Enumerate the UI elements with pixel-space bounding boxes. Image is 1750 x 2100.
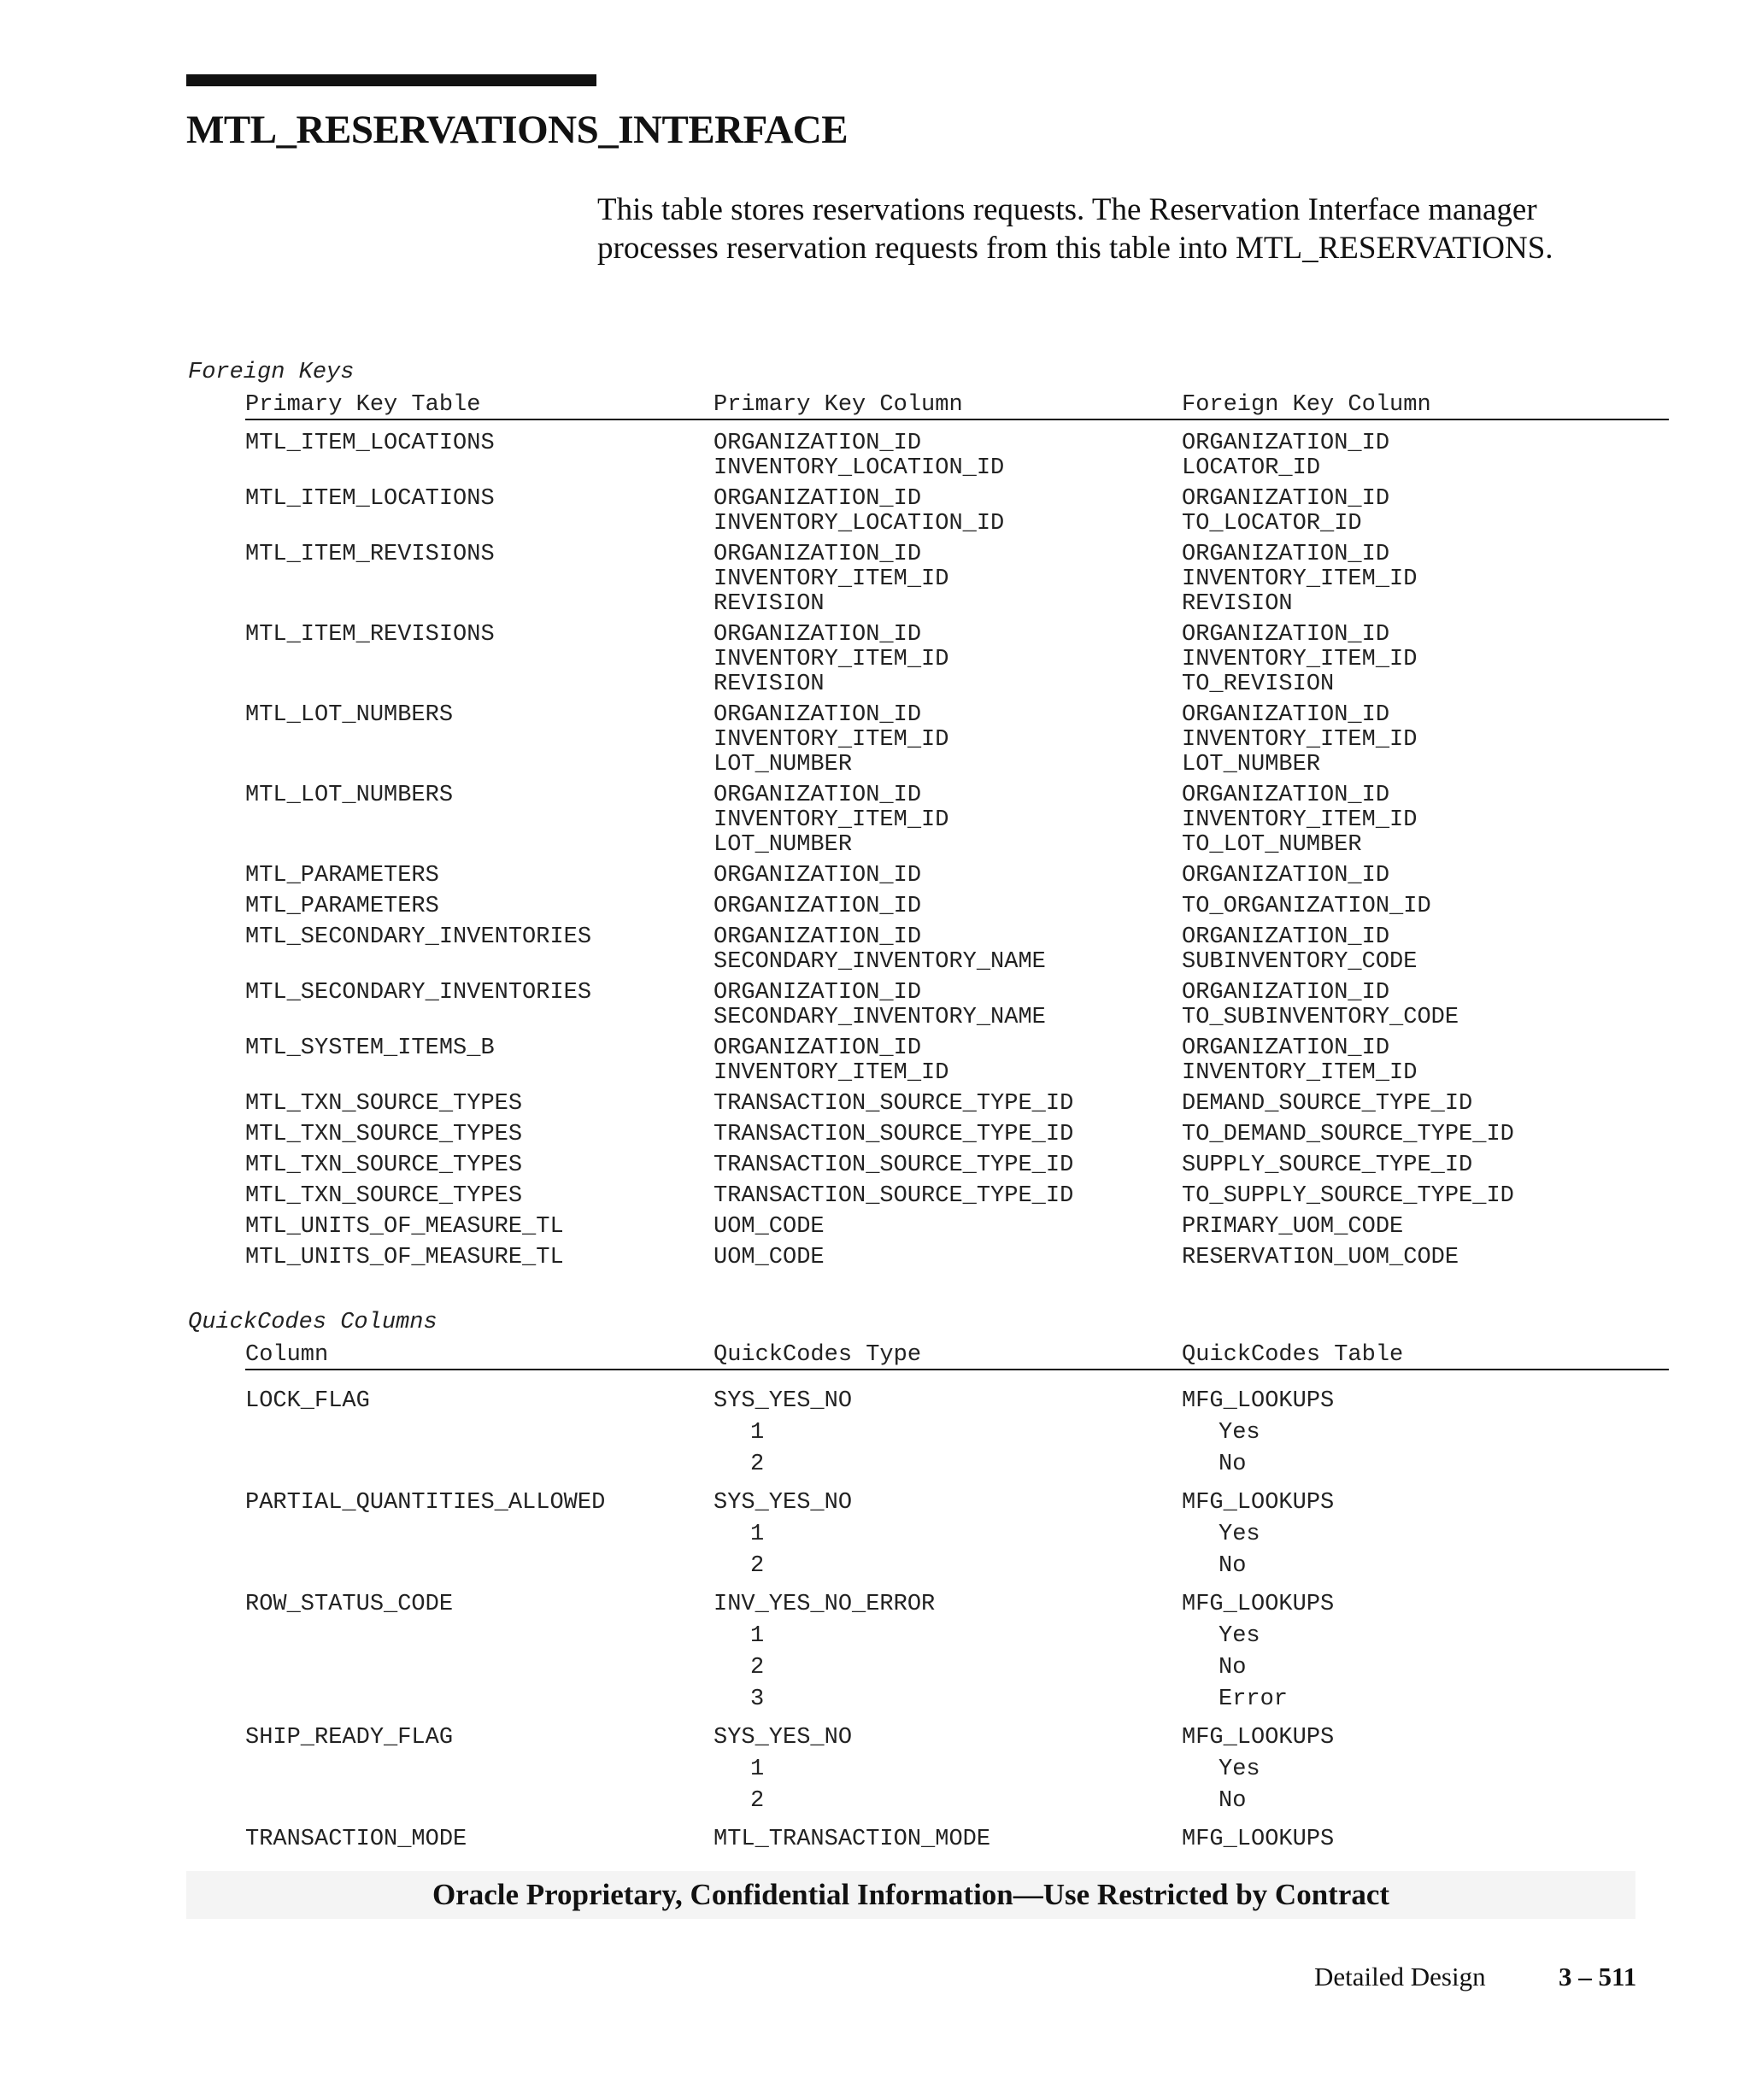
primary-key-column-value: INVENTORY_ITEM_ID	[714, 807, 949, 833]
table-row	[0, 783, 1750, 858]
primary-key-column-cell	[714, 1215, 825, 1240]
primary-key-column-cell	[714, 1153, 1073, 1178]
primary-key-table-cell: MTL_UNITS_OF_MEASURE_TL	[245, 1245, 564, 1270]
quickcodes-table-cell	[1182, 1824, 1334, 1856]
foreign-key-column-value: SUPPLY_SOURCE_TYPE_ID	[1182, 1153, 1473, 1178]
primary-key-table-cell: MTL_TXN_SOURCE_TYPES	[245, 1183, 523, 1209]
table-row	[0, 981, 1750, 1030]
primary-key-column-value: ORGANIZATION_ID	[714, 783, 922, 808]
primary-key-column-cell	[714, 864, 921, 889]
header-primary-key-column: Primary Key Column	[714, 392, 963, 418]
foreign-key-column-value: ORGANIZATION_ID	[1182, 486, 1390, 512]
table-row	[0, 1722, 1750, 1817]
quickcode-meaning: No	[1219, 1655, 1247, 1681]
primary-key-table-cell: MTL_LOT_NUMBERS	[245, 783, 454, 808]
foreign-key-column-value: ORGANIZATION_ID	[1182, 542, 1390, 567]
quickcodes-table-name: MFG_LOOKUPS	[1182, 1725, 1335, 1751]
primary-key-column-cell	[714, 1123, 1073, 1147]
primary-key-table-cell: MTL_SYSTEM_ITEMS_B	[245, 1035, 495, 1061]
primary-key-column-cell	[714, 1246, 825, 1270]
quickcode-value: 2	[750, 1655, 765, 1681]
table-row	[0, 925, 1750, 975]
foreign-key-column-cell	[1182, 1215, 1403, 1240]
foreign-key-column-value: ORGANIZATION_ID	[1182, 863, 1390, 889]
foreign-key-column-cell	[1182, 703, 1417, 777]
header-primary-key-table: Primary Key Table	[245, 392, 481, 418]
primary-key-column-value: ORGANIZATION_ID	[714, 980, 922, 1006]
table-row	[0, 487, 1750, 537]
quickcodes-type-name: MTL_TRANSACTION_MODE	[714, 1827, 991, 1852]
top-rule	[186, 74, 596, 86]
primary-key-column-value: SECONDARY_INVENTORY_NAME	[714, 1005, 1046, 1030]
quickcodes-column-cell: SHIP_READY_FLAG	[245, 1725, 454, 1751]
foreign-keys-label: Foreign Keys	[188, 360, 355, 385]
primary-key-column-value: ORGANIZATION_ID	[714, 894, 922, 919]
quickcodes-column-cell: TRANSACTION_MODE	[245, 1827, 467, 1852]
table-row	[0, 1036, 1750, 1086]
primary-key-column-value: INVENTORY_ITEM_ID	[714, 647, 949, 672]
primary-key-column-value: TRANSACTION_SOURCE_TYPE_ID	[714, 1153, 1074, 1178]
foreign-key-column-value: ORGANIZATION_ID	[1182, 924, 1390, 950]
primary-key-column-cell	[714, 925, 1046, 975]
foreign-key-column-cell	[1182, 487, 1389, 537]
quickcode-meaning: No	[1219, 1553, 1247, 1579]
foreign-key-column-value: PRIMARY_UOM_CODE	[1182, 1214, 1404, 1240]
primary-key-column-value: ORGANIZATION_ID	[714, 924, 922, 950]
quickcodes-column-cell: LOCK_FLAG	[245, 1388, 370, 1414]
quickcodes-table-name: MFG_LOOKUPS	[1182, 1490, 1335, 1516]
foreign-key-column-cell	[1182, 1153, 1472, 1178]
foreign-key-column-value: ORGANIZATION_ID	[1182, 702, 1390, 728]
primary-key-column-value: UOM_CODE	[714, 1214, 825, 1240]
quickcode-meaning: No	[1219, 1788, 1247, 1814]
primary-key-column-cell	[714, 431, 1004, 481]
quickcodes-header	[0, 1341, 1750, 1370]
header-foreign-key-column: Foreign Key Column	[1182, 392, 1431, 418]
primary-key-table-cell: MTL_SECONDARY_INVENTORIES	[245, 924, 592, 950]
primary-key-column-value: ORGANIZATION_ID	[714, 863, 922, 889]
foreign-key-column-cell	[1182, 783, 1417, 858]
foreign-key-column-value: TO_SUPPLY_SOURCE_TYPE_ID	[1182, 1183, 1514, 1209]
primary-key-column-cell	[714, 1092, 1073, 1117]
foreign-key-column-cell	[1182, 1246, 1459, 1270]
foreign-key-column-cell	[1182, 1184, 1514, 1209]
primary-key-column-value: ORGANIZATION_ID	[714, 431, 922, 456]
primary-key-table-cell: MTL_TXN_SOURCE_TYPES	[245, 1091, 523, 1117]
foreign-key-column-value: ORGANIZATION_ID	[1182, 622, 1390, 648]
foreign-key-column-cell	[1182, 431, 1389, 481]
table-description: This table stores reservations requests. The Reservation Interface manager processes reservation requests from this table into MTL_RESERVATIONS.	[597, 192, 1553, 266]
foreign-key-column-value: TO_ORGANIZATION_ID	[1182, 894, 1431, 919]
foreign-key-column-value: INVENTORY_ITEM_ID	[1182, 647, 1418, 672]
quickcodes-column-cell: ROW_STATUS_CODE	[245, 1592, 454, 1617]
primary-key-table-cell: MTL_SECONDARY_INVENTORIES	[245, 980, 592, 1006]
primary-key-table-cell: MTL_TXN_SOURCE_TYPES	[245, 1153, 523, 1178]
primary-key-column-cell	[714, 703, 948, 777]
foreign-key-column-cell	[1182, 981, 1459, 1030]
foreign-key-column-value: TO_LOT_NUMBER	[1182, 832, 1362, 858]
foreign-key-column-value: RESERVATION_UOM_CODE	[1182, 1245, 1459, 1270]
quickcode-meaning: Yes	[1219, 1623, 1260, 1649]
quickcodes-table-cell	[1182, 1722, 1334, 1817]
quickcode-value: 2	[750, 1788, 765, 1814]
foreign-key-column-value: SUBINVENTORY_CODE	[1182, 949, 1418, 975]
table-row	[0, 1215, 1750, 1240]
header-quickcodes-type: QuickCodes Type	[714, 1342, 922, 1368]
primary-key-table-cell: MTL_PARAMETERS	[245, 863, 439, 889]
foreign-key-column-value: INVENTORY_ITEM_ID	[1182, 566, 1418, 592]
quickcodes-rule	[245, 1369, 1669, 1370]
table-row	[0, 1092, 1750, 1117]
page-title: MTL_RESERVATIONS_INTERFACE	[186, 108, 849, 152]
quickcodes-type-cell	[714, 1386, 852, 1481]
quickcodes-type-cell	[714, 1487, 852, 1582]
primary-key-column-value: REVISION	[714, 672, 825, 697]
primary-key-table-cell: MTL_ITEM_REVISIONS	[245, 622, 495, 648]
foreign-key-column-value: LOT_NUMBER	[1182, 752, 1321, 777]
table-row	[0, 1386, 1750, 1481]
primary-key-column-value: LOT_NUMBER	[714, 752, 853, 777]
quickcodes-type-name: SYS_YES_NO	[714, 1490, 853, 1516]
primary-key-column-cell	[714, 783, 948, 858]
quickcode-value: 1	[750, 1522, 765, 1547]
primary-key-column-cell	[714, 1036, 948, 1086]
primary-key-column-cell	[714, 981, 1046, 1030]
quickcodes-column-cell: PARTIAL_QUANTITIES_ALLOWED	[245, 1490, 606, 1516]
table-row	[0, 623, 1750, 697]
foreign-key-column-cell	[1182, 543, 1417, 617]
table-row	[0, 1184, 1750, 1209]
table-row	[0, 864, 1750, 889]
primary-key-table-cell: MTL_PARAMETERS	[245, 894, 439, 919]
foreign-key-column-value: ORGANIZATION_ID	[1182, 1035, 1390, 1061]
quickcode-value: 1	[750, 1420, 765, 1446]
foreign-key-column-value: ORGANIZATION_ID	[1182, 980, 1390, 1006]
primary-key-column-value: INVENTORY_LOCATION_ID	[714, 511, 1005, 537]
quickcodes-table-cell	[1182, 1386, 1334, 1481]
quickcodes-table-name: MFG_LOOKUPS	[1182, 1827, 1335, 1852]
primary-key-table-cell: MTL_ITEM_LOCATIONS	[245, 431, 495, 456]
quickcode-meaning: No	[1219, 1452, 1247, 1477]
confidentiality-banner: Oracle Proprietary, Confidential Information––Use Restricted by Contract	[186, 1871, 1635, 1919]
quickcodes-type-cell	[714, 1824, 990, 1856]
table-row	[0, 431, 1750, 481]
primary-key-column-value: ORGANIZATION_ID	[714, 486, 922, 512]
foreign-key-column-cell	[1182, 864, 1389, 889]
primary-key-column-value: INVENTORY_ITEM_ID	[714, 1060, 949, 1086]
foreign-key-column-cell	[1182, 895, 1431, 919]
foreign-key-column-value: ORGANIZATION_ID	[1182, 431, 1390, 456]
quickcode-value: 2	[750, 1553, 765, 1579]
table-row	[0, 543, 1750, 617]
primary-key-column-value: INVENTORY_ITEM_ID	[714, 566, 949, 592]
table-row	[0, 1246, 1750, 1270]
quickcode-meaning: Yes	[1219, 1420, 1260, 1446]
quickcodes-type-name: SYS_YES_NO	[714, 1725, 853, 1751]
primary-key-column-cell	[714, 895, 921, 919]
primary-key-table-cell: MTL_LOT_NUMBERS	[245, 702, 454, 728]
primary-key-column-value: ORGANIZATION_ID	[714, 1035, 922, 1061]
primary-key-column-value: TRANSACTION_SOURCE_TYPE_ID	[714, 1122, 1074, 1147]
primary-key-column-value: TRANSACTION_SOURCE_TYPE_ID	[714, 1183, 1074, 1209]
quickcode-value: 1	[750, 1757, 765, 1782]
primary-key-column-value: ORGANIZATION_ID	[714, 622, 922, 648]
quickcode-value: 1	[750, 1623, 765, 1649]
foreign-key-column-cell	[1182, 1092, 1472, 1117]
foreign-key-column-value: INVENTORY_ITEM_ID	[1182, 807, 1418, 833]
primary-key-column-value: INVENTORY_LOCATION_ID	[714, 455, 1005, 481]
foreign-key-column-value: DEMAND_SOURCE_TYPE_ID	[1182, 1091, 1473, 1117]
foreign-key-column-value: LOCATOR_ID	[1182, 455, 1321, 481]
quickcodes-table-cell	[1182, 1487, 1334, 1582]
quickcodes-table-name: MFG_LOOKUPS	[1182, 1592, 1335, 1617]
foreign-key-column-value: TO_DEMAND_SOURCE_TYPE_ID	[1182, 1122, 1514, 1147]
foreign-key-column-cell	[1182, 925, 1417, 975]
quickcode-meaning: Yes	[1219, 1522, 1260, 1547]
primary-key-column-value: SECONDARY_INVENTORY_NAME	[714, 949, 1046, 975]
quickcode-meaning: Yes	[1219, 1757, 1260, 1782]
foreign-keys-header	[0, 391, 1750, 420]
foreign-key-column-value: TO_SUBINVENTORY_CODE	[1182, 1005, 1459, 1030]
primary-key-table-cell: MTL_UNITS_OF_MEASURE_TL	[245, 1214, 564, 1240]
primary-key-column-cell	[714, 1184, 1073, 1209]
primary-key-table-cell: MTL_ITEM_REVISIONS	[245, 542, 495, 567]
foreign-key-column-cell	[1182, 1123, 1514, 1147]
quickcode-meaning: Error	[1219, 1686, 1289, 1712]
foreign-key-column-cell	[1182, 1036, 1417, 1086]
primary-key-column-value: ORGANIZATION_ID	[714, 542, 922, 567]
primary-key-column-value: REVISION	[714, 591, 825, 617]
quickcodes-table-cell	[1182, 1589, 1334, 1716]
primary-key-column-cell	[714, 543, 948, 617]
quickcode-value: 3	[750, 1686, 765, 1712]
primary-key-column-value: TRANSACTION_SOURCE_TYPE_ID	[714, 1091, 1074, 1117]
header-quickcodes-table: QuickCodes Table	[1182, 1342, 1404, 1368]
footer-section: Detailed Design	[1314, 1962, 1486, 1991]
table-row	[0, 1824, 1750, 1856]
primary-key-column-cell	[714, 487, 1004, 537]
quickcode-value: 2	[750, 1452, 765, 1477]
primary-key-column-cell	[714, 623, 948, 697]
table-row	[0, 1123, 1750, 1147]
table-row	[0, 1589, 1750, 1716]
header-column: Column	[245, 1342, 329, 1368]
primary-key-table-cell: MTL_TXN_SOURCE_TYPES	[245, 1122, 523, 1147]
quickcodes-label: QuickCodes Columns	[188, 1310, 438, 1335]
primary-key-column-value: INVENTORY_ITEM_ID	[714, 727, 949, 753]
footer-page-number: 3 – 511	[1559, 1962, 1637, 1991]
table-row	[0, 703, 1750, 777]
foreign-keys-rule	[245, 419, 1669, 420]
foreign-key-column-value: TO_REVISION	[1182, 672, 1335, 697]
foreign-key-column-value: REVISION	[1182, 591, 1293, 617]
quickcodes-type-cell	[714, 1722, 852, 1817]
foreign-key-column-value: INVENTORY_ITEM_ID	[1182, 727, 1418, 753]
table-row	[0, 895, 1750, 919]
quickcodes-table-name: MFG_LOOKUPS	[1182, 1388, 1335, 1414]
table-row	[0, 1153, 1750, 1178]
foreign-key-column-value: TO_LOCATOR_ID	[1182, 511, 1362, 537]
primary-key-column-value: LOT_NUMBER	[714, 832, 853, 858]
quickcodes-type-name: INV_YES_NO_ERROR	[714, 1592, 936, 1617]
primary-key-column-value: UOM_CODE	[714, 1245, 825, 1270]
table-row	[0, 1487, 1750, 1582]
primary-key-table-cell: MTL_ITEM_LOCATIONS	[245, 486, 495, 512]
primary-key-column-value: ORGANIZATION_ID	[714, 702, 922, 728]
foreign-key-column-value: ORGANIZATION_ID	[1182, 783, 1390, 808]
quickcodes-type-name: SYS_YES_NO	[714, 1388, 853, 1414]
foreign-key-column-value: INVENTORY_ITEM_ID	[1182, 1060, 1418, 1086]
foreign-key-column-cell	[1182, 623, 1417, 697]
quickcodes-type-cell	[714, 1589, 935, 1716]
